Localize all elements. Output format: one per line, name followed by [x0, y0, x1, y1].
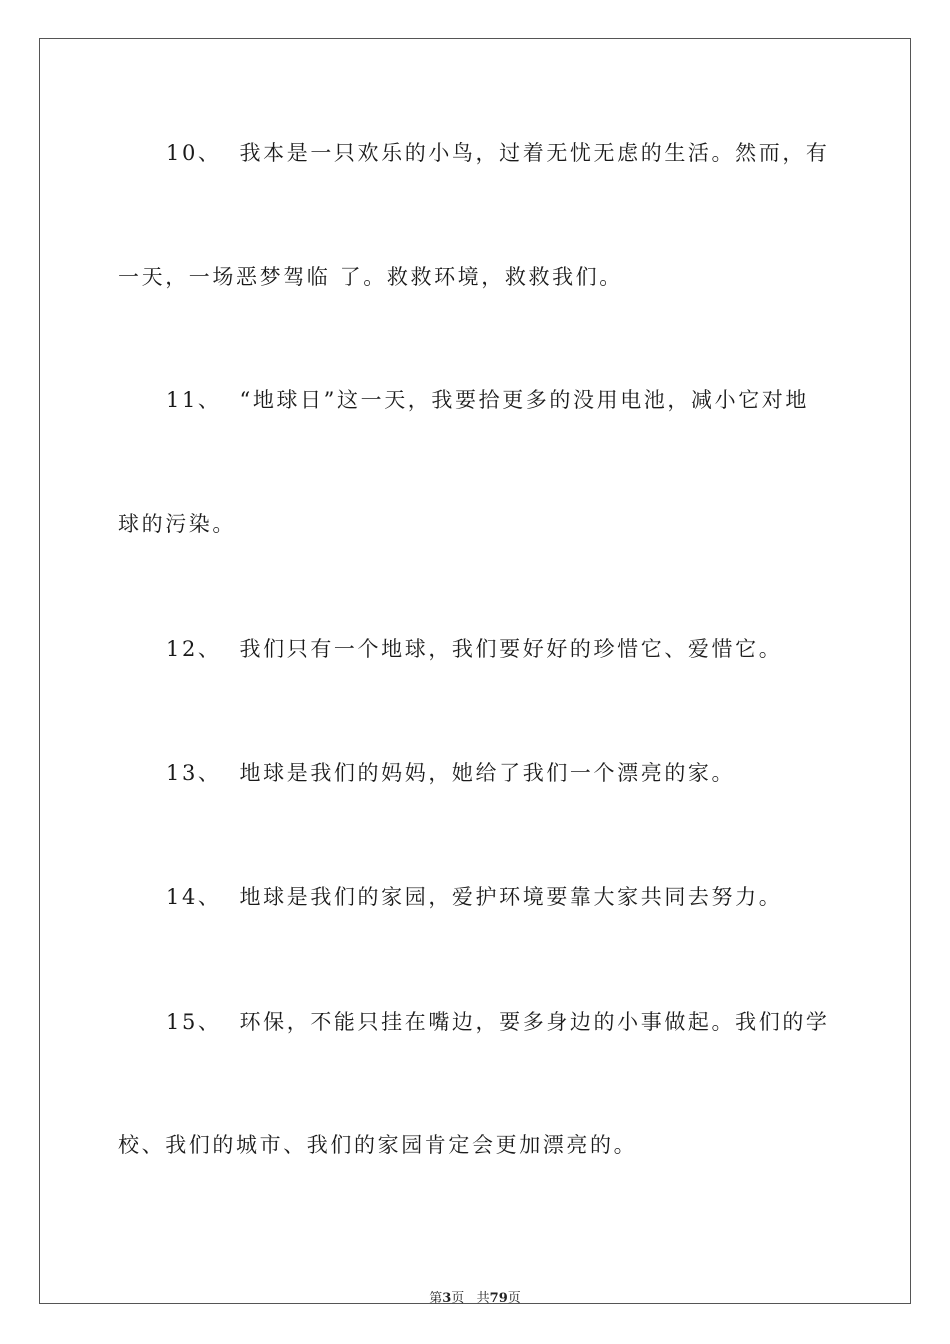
footer-suffix: 页 — [507, 1291, 521, 1306]
footer-mid: 页 共 — [451, 1291, 490, 1306]
paragraph-13 — [118, 760, 886, 786]
paragraph-number: 11、 — [166, 388, 222, 412]
footer-prefix: 第 — [429, 1291, 443, 1306]
paragraph-text: 我们只有一个地球，我们要好好的珍惜它、爱惜它。 — [239, 637, 783, 661]
paragraph-text: 环保，不能只挂在嘴边，要多身边的小事做起。我们的学 — [239, 1010, 830, 1034]
page-footer — [40, 1287, 910, 1306]
page-frame — [39, 38, 911, 1304]
paragraph-12 — [118, 636, 886, 662]
paragraph-10-line-1 — [118, 140, 886, 166]
paragraph-text: “地球日”这一天，我要拾更多的没用电池，减小它对地 — [239, 388, 810, 412]
paragraph-10-line-2: 一天，一场恶梦驾临 了。救救环境，救救我们。 — [118, 265, 623, 289]
paragraph-number: 15、 — [166, 1010, 222, 1034]
paragraph-15-line-2: 校、我们的城市、我们的家园肯定会更加漂亮的。 — [118, 1133, 638, 1157]
paragraph-11-line-1 — [118, 387, 886, 413]
paragraph-15-line-1 — [118, 1009, 886, 1035]
paragraph-number: 13、 — [166, 761, 222, 785]
paragraph-14 — [118, 884, 886, 910]
paragraph-number: 14、 — [166, 885, 222, 909]
paragraph-11-line-2: 球的污染。 — [118, 512, 236, 536]
paragraph-text: 我本是一只欢乐的小鸟，过着无忧无虑的生活。然而，有 — [239, 141, 830, 165]
footer-total-pages: 79 — [489, 1291, 508, 1306]
paragraph-text: 地球是我们的妈妈，她给了我们一个漂亮的家。 — [239, 761, 736, 785]
paragraph-number: 10、 — [166, 141, 222, 165]
paragraph-number: 12、 — [166, 637, 222, 661]
footer-page-number: 3 — [442, 1291, 452, 1306]
paragraph-text: 地球是我们的家园，爱护环境要靠大家共同去努力。 — [239, 885, 783, 909]
